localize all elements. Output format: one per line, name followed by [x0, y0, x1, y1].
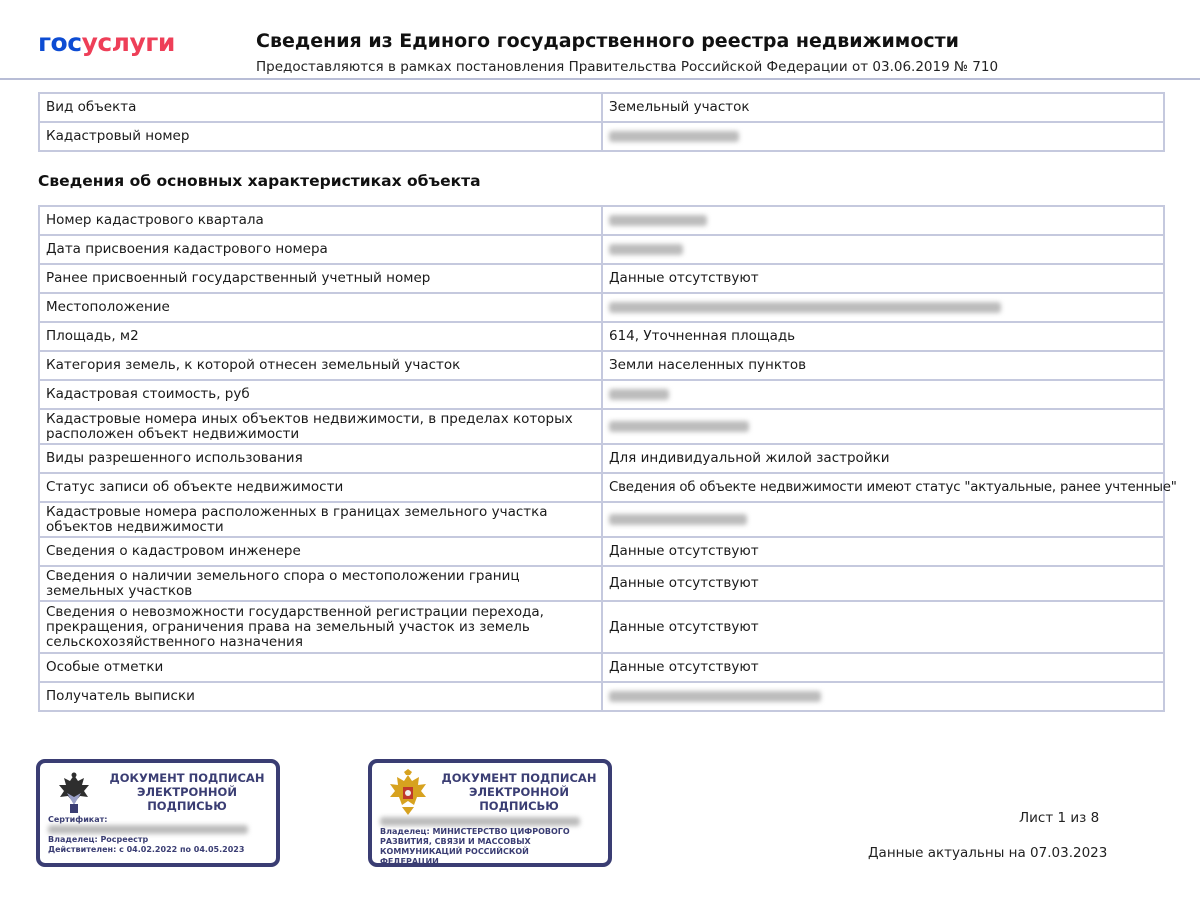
header-divider: [0, 78, 1200, 80]
stamp-owner: Владелец: Росреестр: [48, 835, 149, 844]
logo-part-uslugi: услуги: [81, 28, 175, 57]
redacted-value: [609, 215, 707, 226]
table-row: [39, 293, 1164, 322]
table-row: [39, 653, 1164, 682]
row-key: Сведения о кадастровом инженере: [39, 537, 602, 566]
row-key: Кадастровые номера расположенных в границах земельного участка объектов недвижимости: [39, 502, 602, 537]
characteristics-table: [38, 205, 1177, 712]
row-value: Для индивидуальной жилой застройки: [602, 444, 1164, 473]
gosuslugi-logo: [38, 28, 175, 57]
row-value: Данные отсутствуют: [602, 566, 1164, 601]
table-row: [39, 93, 1164, 122]
row-key: Получатель выписки: [39, 682, 602, 711]
row-key: Номер кадастрового квартала: [39, 206, 602, 235]
redacted-value: [609, 691, 821, 702]
table-row: [39, 122, 1164, 151]
table-row: [39, 444, 1164, 473]
redacted-value: [609, 302, 1001, 313]
row-value-redacted: [602, 409, 1164, 444]
row-key: Виды разрешенного использования: [39, 444, 602, 473]
object-table: [38, 92, 1165, 152]
row-key: Площадь, м2: [39, 322, 602, 351]
row-key: Дата присвоения кадастрового номера: [39, 235, 602, 264]
row-key: Сведения о наличии земельного спора о местоположении границ земельных участков: [39, 566, 602, 601]
redacted-value: [609, 389, 669, 400]
stamp-owner: Владелец: МИНИСТЕРСТВО ЦИФРОВОГО РАЗВИТИЯ, СВЯЗИ И МАССОВЫХ КОММУНИКАЦИЙ РОССИЙСКОЙ ФЕДЕРАЦИИ: [380, 827, 570, 866]
coat-of-arms-icon: [386, 769, 430, 817]
row-value: Данные отсутствуют: [602, 653, 1164, 682]
row-key: Ранее присвоенный государственный учетный номер: [39, 264, 602, 293]
table-row: [39, 235, 1164, 264]
table-row: [39, 566, 1164, 601]
stamp-validity: Действителен: с 04.02.2022 по 04.05.2023: [48, 845, 245, 854]
rosreestr-emblem-icon: [54, 771, 94, 817]
row-value: Данные отсутствуют: [602, 601, 1164, 653]
actual-date-value: 07.03.2023: [1030, 845, 1108, 861]
row-value-redacted: [602, 206, 1164, 235]
row-value-redacted: [602, 682, 1164, 711]
document-subtitle: Предоставляются в рамках постановления Правительства Российской Федерации от 03.06.2019 № 710: [256, 59, 999, 75]
redacted-certificate: [380, 817, 580, 826]
row-key: Кадастровый номер: [39, 122, 602, 151]
row-key: Категория земель, к которой отнесен земельный участок: [39, 351, 602, 380]
data-actual-date: [868, 845, 1107, 861]
signature-stamp-rosreestr: [36, 759, 280, 867]
table-row: [39, 473, 1164, 502]
row-value-redacted: [602, 293, 1164, 322]
row-value-redacted: [602, 122, 1164, 151]
row-value: 614, Уточненная площадь: [602, 322, 1164, 351]
document-title: Сведения из Единого государственного реестра недвижимости: [256, 30, 959, 52]
redacted-value: [609, 514, 747, 525]
stamp-title: ДОКУМЕНТ ПОДПИСАН ЭЛЕКТРОННОЙ ПОДПИСЬЮ: [109, 771, 265, 813]
row-key: Кадастровые номера иных объектов недвижимости, в пределах которых расположен объект недвижимости: [39, 409, 602, 444]
row-value-redacted: [602, 235, 1164, 264]
row-key: Особые отметки: [39, 653, 602, 682]
table-row: [39, 206, 1164, 235]
table-row: [39, 322, 1164, 351]
row-value: Земли населенных пунктов: [602, 351, 1164, 380]
redacted-cadastral-number: [609, 131, 739, 142]
document-header: [0, 0, 1200, 80]
logo-part-gos: гос: [38, 28, 82, 57]
row-key: Местоположение: [39, 293, 602, 322]
actual-label: Данные актуальны на: [868, 845, 1026, 861]
redacted-certificate: [48, 825, 248, 834]
sheet-counter: Лист 1 из 8: [1019, 810, 1100, 826]
table-row: [39, 682, 1164, 711]
section-title: Сведения об основных характеристиках объекта: [38, 172, 481, 190]
stamp-cert-label: Сертификат:: [48, 815, 108, 824]
row-key: Сведения о невозможности государственной регистрации перехода, прекращения, ограничения права на земельный участок из земель сельскохозяйственного назначения: [39, 601, 602, 653]
table-row: [39, 502, 1164, 537]
redacted-value: [609, 244, 683, 255]
table-row: [39, 601, 1164, 653]
table-row: [39, 380, 1164, 409]
row-value-redacted: [602, 502, 1164, 537]
table-row: [39, 537, 1164, 566]
row-value: Данные отсутствуют: [602, 537, 1164, 566]
table-row: [39, 264, 1164, 293]
row-key: Статус записи об объекте недвижимости: [39, 473, 602, 502]
table-row: [39, 351, 1164, 380]
row-value: Сведения об объекте недвижимости имеют статус "актуальные, ранее учтенные": [602, 473, 1164, 502]
redacted-value: [609, 421, 749, 432]
table-row: [39, 409, 1164, 444]
row-key: Вид объекта: [39, 93, 602, 122]
row-value-redacted: [602, 380, 1164, 409]
row-key: Кадастровая стоимость, руб: [39, 380, 602, 409]
row-value: Земельный участок: [602, 93, 1164, 122]
stamp-title: ДОКУМЕНТ ПОДПИСАН ЭЛЕКТРОННОЙ ПОДПИСЬЮ: [441, 771, 597, 813]
row-value: Данные отсутствуют: [602, 264, 1164, 293]
signature-stamp-ministry: [368, 759, 612, 867]
